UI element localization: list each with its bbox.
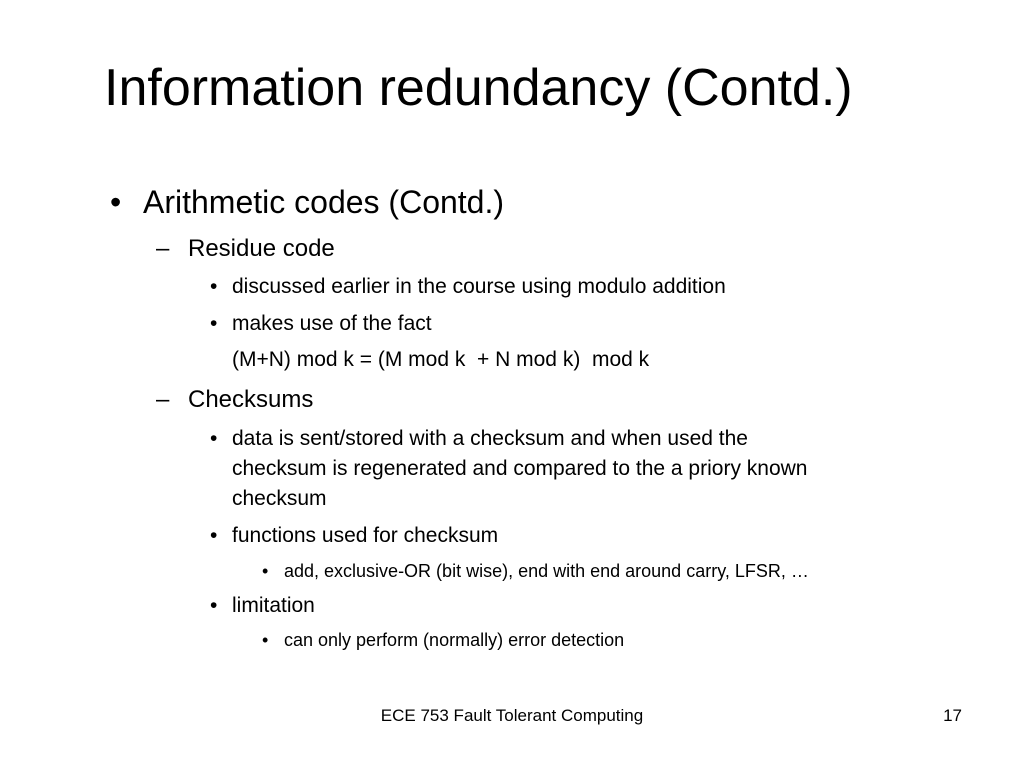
bullet-icon: • xyxy=(210,594,218,617)
bullet-icon: • xyxy=(210,312,218,335)
subbullet-checksums: Checksums xyxy=(188,386,314,413)
checksum-functions-list: add, exclusive-OR (bit wise), end with end around carry, LFSR, … xyxy=(284,561,809,581)
bullet-icon: • xyxy=(110,184,122,220)
slide-title: Information redundancy (Contd.) xyxy=(104,59,853,117)
checksum-point-limitation: limitation xyxy=(232,594,315,617)
footer-course-title: ECE 753 Fault Tolerant Computing xyxy=(380,706,644,725)
dash-icon: – xyxy=(156,235,170,262)
slide-number: 17 xyxy=(943,706,962,725)
subbullet-residue-code: Residue code xyxy=(188,235,335,262)
checksum-point-line-2: checksum is regenerated and compared to the a priory known xyxy=(232,457,808,480)
bullet-icon: • xyxy=(210,524,218,547)
bullet-icon: • xyxy=(210,427,218,450)
dash-icon: – xyxy=(156,386,170,413)
bullet-icon: • xyxy=(262,630,269,650)
checksum-point-line-1: data is sent/stored with a checksum and when used the xyxy=(232,427,748,450)
residue-formula: (M+N) mod k = (M mod k + N mod k) mod k xyxy=(232,348,650,371)
checksum-point-line-3: checksum xyxy=(232,487,327,510)
checksum-limitation-detail: can only perform (normally) error detection xyxy=(284,630,625,650)
bullet-arithmetic-codes: Arithmetic codes (Contd.) xyxy=(143,184,505,220)
bullet-icon: • xyxy=(262,561,269,581)
residue-point-fact: makes use of the fact xyxy=(232,312,432,335)
checksum-point-functions: functions used for checksum xyxy=(232,524,499,547)
residue-point-discussed: discussed earlier in the course using modulo addition xyxy=(232,275,726,298)
bullet-icon: • xyxy=(210,275,218,298)
